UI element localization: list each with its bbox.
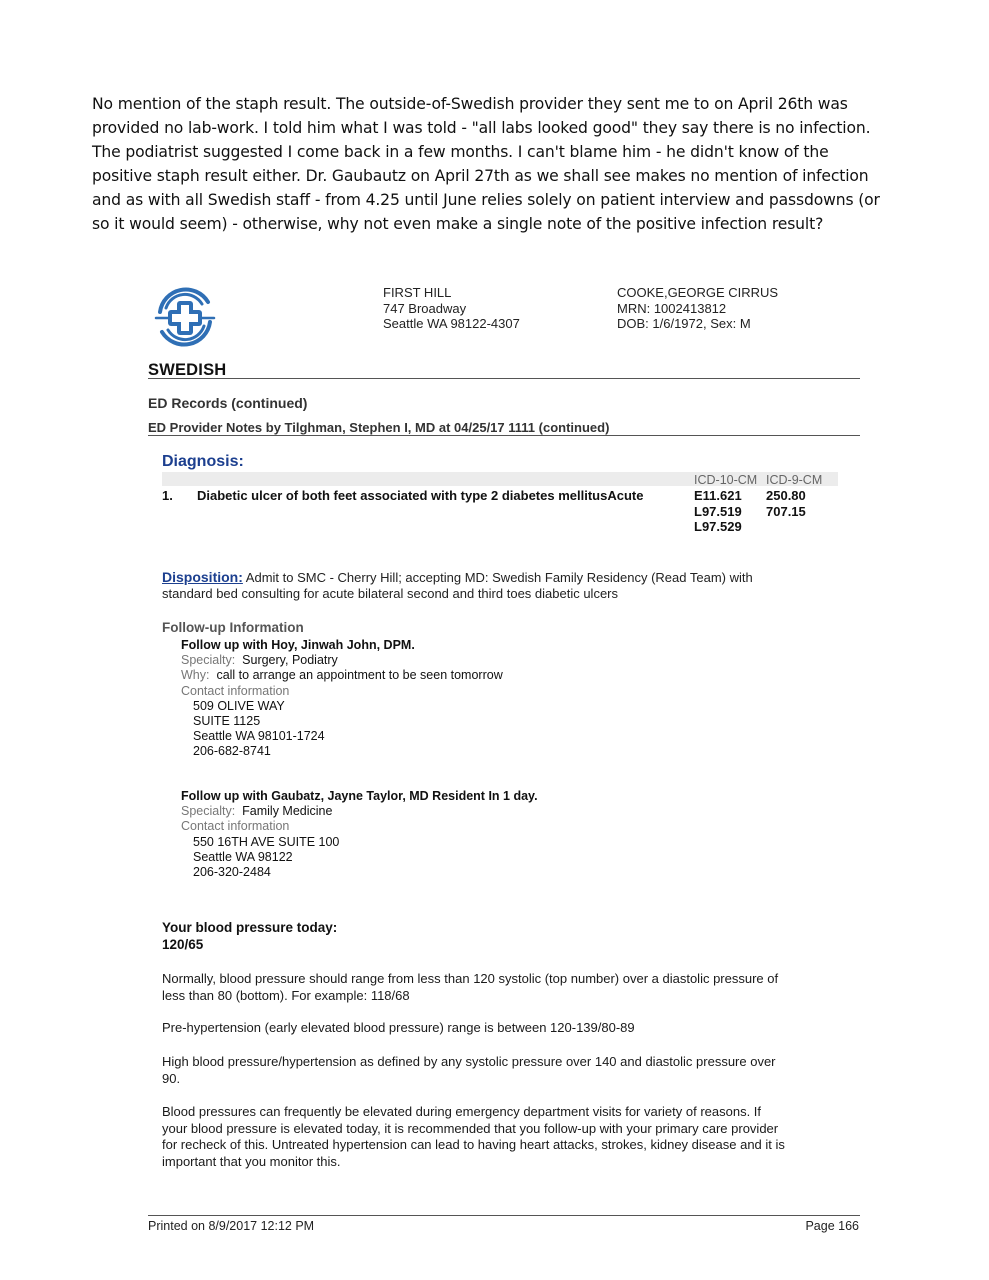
followup-heading: Follow up with Gaubatz, Jayne Taylor, MD Resident In 1 day.	[181, 789, 538, 803]
bp-paragraph-prehypertension	[162, 1020, 862, 1037]
blood-pressure-title: Your blood pressure today:	[162, 920, 338, 935]
paragraph-line: for recheck of this. Untreated hypertension can lead to having heart attacks, strokes, kidney disease and it is	[162, 1137, 785, 1152]
icd9-column-header: ICD-9-CM	[766, 473, 823, 487]
icd10-column-header: ICD-10-CM	[694, 473, 758, 487]
logo-wordmark: SWEDISH	[148, 361, 227, 379]
facility-name: FIRST HILL	[383, 285, 452, 300]
intro-commentary	[92, 92, 907, 236]
intro-line: The podiatrist suggested I come back in a few months. I can't blame him - he didn't know of the	[92, 143, 829, 161]
patient-name: COOKE,GEORGE CIRRUS	[617, 285, 779, 300]
followup-hoy	[181, 638, 503, 760]
bp-paragraph-ed-visits	[162, 1104, 862, 1170]
footer-rule	[148, 1215, 860, 1216]
address-line: 509 OLIVE WAY	[193, 698, 285, 713]
diagnosis-text: Diabetic ulcer of both feet associated with type 2 diabetes mellitusAcute	[197, 488, 644, 503]
disposition-text-cont: standard bed consulting for acute bilateral second and third toes diabetic ulcers	[162, 586, 619, 601]
facility-street: 747 Broadway	[383, 300, 467, 316]
page-number: Page 166	[805, 1219, 859, 1233]
contact-label: Contact information	[181, 819, 290, 834]
paragraph-line: Blood pressures can frequently be elevated during emergency department visits for variety of reasons. If	[162, 1104, 762, 1119]
paragraph-line: your blood pressure is elevated today, it is recommended that you follow-up with your primary care provider	[162, 1120, 779, 1136]
patient-mrn: MRN: 1002413812	[617, 300, 727, 316]
blood-pressure-value: 120/65	[162, 936, 204, 952]
icd10-code: L97.529	[694, 519, 742, 534]
intro-line: provided no lab-work. I told him what I was told - "all labs looked good" they say there is no infection.	[92, 119, 871, 137]
paragraph-line: important that you monitor this.	[162, 1153, 341, 1169]
disposition-text: Admit to SMC - Cherry Hill; accepting MD: Swedish Family Residency (Read Team) with	[245, 570, 753, 585]
patient-dob: DOB: 1/6/1972, Sex: M	[617, 316, 751, 331]
note-title: ED Provider Notes by Tilghman, Stephen I, MD at 04/25/17 1111 (continued)	[148, 420, 610, 435]
note-rule	[148, 435, 860, 436]
printed-date: Printed on 8/9/2017 12:12 PM	[148, 1219, 315, 1233]
bp-paragraph-normal	[162, 971, 862, 1004]
specialty-label: Specialty:	[181, 804, 236, 819]
paragraph-line: 90.	[162, 1070, 181, 1086]
diagnosis-number: 1.	[162, 488, 173, 503]
followup-heading: Follow up with Hoy, Jinwah John, DPM.	[181, 638, 415, 652]
specialty-value: Surgery, Podiatry	[242, 653, 338, 668]
blood-pressure-block	[162, 920, 337, 953]
bp-paragraph-hypertension	[162, 1054, 862, 1087]
facility-city: Seattle WA 98122-4307	[383, 316, 520, 331]
intro-line: positive staph result either. Dr. Gaubautz on April 27th as we shall see makes no mention of infection	[92, 167, 869, 185]
intro-line: so it would seem) - otherwise, why not even make a single note of the positive infection result?	[92, 215, 824, 233]
icd9-code: 707.15	[766, 503, 806, 519]
icd10-code: E11.621	[694, 488, 742, 503]
intro-line: and as with all Swedish staff - from 4.25 until June relies solely on patient interview and passdowns (or	[92, 191, 880, 209]
disposition-label: Disposition:	[162, 569, 243, 585]
icd9-code: 250.80	[766, 488, 806, 503]
paragraph-line: Pre-hypertension (early elevated blood pressure) range is between 120-139/80-89	[162, 1020, 635, 1035]
icd9-codes	[766, 488, 806, 519]
specialty-label: Specialty:	[181, 653, 236, 668]
section-title: ED Records (continued)	[148, 395, 308, 411]
intro-line: No mention of the staph result. The outside-of-Swedish provider they sent me to on April 26th was	[92, 95, 848, 113]
header-rule	[148, 378, 860, 379]
followup-title: Follow-up Information	[162, 620, 304, 635]
why-value: call to arrange an appointment to be seen tomorrow	[216, 668, 503, 683]
icd10-codes	[694, 488, 742, 535]
address-line: 550 16TH AVE SUITE 100	[193, 834, 340, 849]
address-line: Seattle WA 98122	[193, 849, 293, 864]
contact-label: Contact information	[181, 683, 290, 698]
paragraph-line: less than 80 (bottom). For example: 118/68	[162, 987, 410, 1003]
paragraph-line: Normally, blood pressure should range from less than 120 systolic (top number) over a diastolic pressure of	[162, 971, 779, 986]
swedish-logo-icon	[150, 284, 220, 350]
followup-gaubatz	[181, 789, 538, 880]
specialty-value: Family Medicine	[242, 804, 333, 819]
phone-number: 206-320-2484	[193, 865, 271, 880]
facility-info	[383, 285, 520, 332]
address-line: SUITE 1125	[193, 714, 261, 729]
paragraph-line: High blood pressure/hypertension as defined by any systolic pressure over 140 and diastolic pressure over	[162, 1054, 776, 1069]
icd10-code: L97.519	[694, 503, 742, 519]
address-line: Seattle WA 98101-1724	[193, 729, 325, 744]
disposition	[162, 569, 862, 602]
phone-number: 206-682-8741	[193, 744, 271, 759]
why-label: Why:	[181, 668, 210, 683]
patient-info	[617, 285, 778, 332]
diagnosis-title: Diagnosis:	[162, 453, 244, 470]
